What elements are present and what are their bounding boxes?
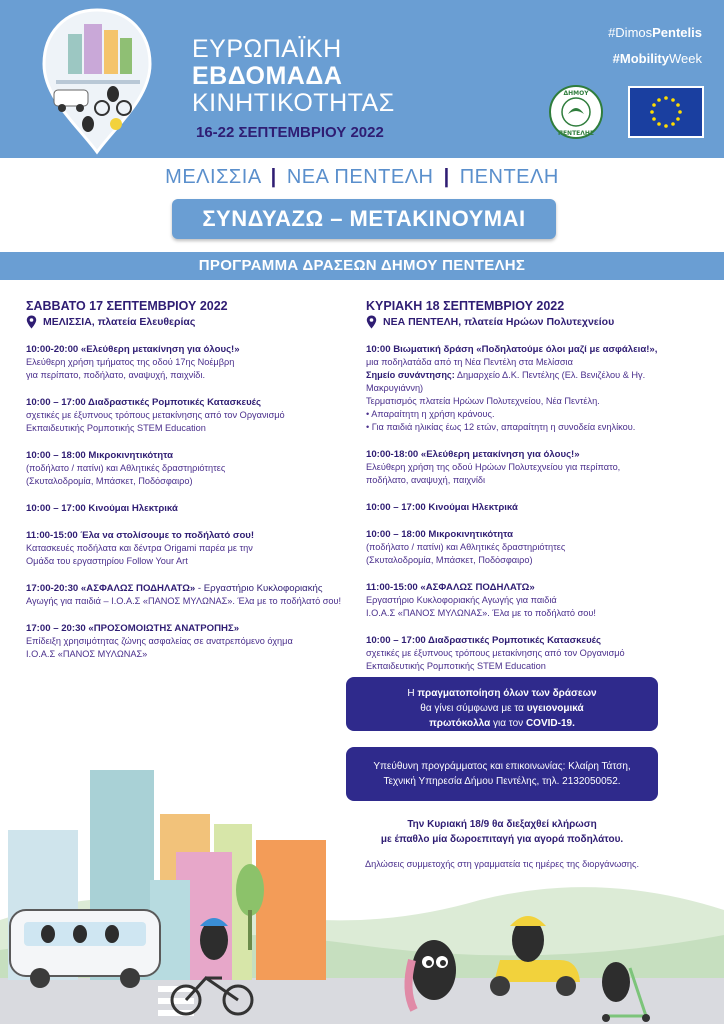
- sunday-schedule: [366, 298, 704, 673]
- hashtag-dimos-pentelis: #DimosPentelis: [608, 25, 702, 40]
- participation-note: Δηλώσεις συμμετοχής στη γραμματεία τις ημέρες της διοργάνωσης.: [364, 859, 640, 869]
- mobility-week-pin-logo: [38, 6, 156, 156]
- location-pin-icon: [26, 315, 37, 329]
- event-title: [192, 36, 395, 141]
- schedule-item: 10:00 – 18:00 Μικροκινητικότητα (ποδήλατο / πατίνι) και Αθλητικές δραστηριότητες (Σκυταλοδρομία, Μπάσκετ, Ποδόσφαιρο): [366, 529, 566, 565]
- location-separator: |: [443, 166, 450, 188]
- eu-flag-icon: [628, 86, 704, 138]
- hashtags: [608, 20, 702, 72]
- schedule-item: 10:00 Βιωματική δράση «Ποδηλατούμε όλοι μαζί με ασφάλεια!», μια ποδηλατάδα από τη Νέα Πεντέλη στα Μελίσσια Σημείο συνάντησης: Δημαρχείο Δ.Κ. Πεντέλης (Ελ. Βενιζέλου & Ηγ. Μακρυγιάννη) Τερματισμός πλατεία Ηρώων Πολυτεχνείου, Νέα Πεντέλη. • Απαραίτητη η χρήση κράνους. • Για παιδιά ηλικίας έως 12 ετών, απαραίτητη η συνοδεία ενηλίκου.: [366, 344, 658, 432]
- location-nea-penteli: ΝΕΑ ΠΕΝΤΕΛΗ: [286, 166, 434, 188]
- title-line-2: ΕΒΔΟΜΑΔΑ: [192, 62, 343, 90]
- lottery-announcement: Την Κυριακή 18/9 θα διεξαχθεί κλήρωση με έπαθλο μία δωροεπιταγή για αγορά ποδηλάτου.: [380, 819, 624, 845]
- location-penteli: ΠΕΝΤΕΛΗ: [459, 166, 559, 188]
- location-separator: |: [270, 166, 277, 188]
- svg-text:ΔΗΜΟΥ: ΔΗΜΟΥ: [563, 90, 589, 97]
- event-dates: 16-22 ΣΕΠΤΕΜΒΡΙΟΥ 2022: [196, 124, 384, 141]
- schedule-item: 17:00 – 20:30 «ΠΡΟΣΟΜΟΙΩΤΗΣ ΑΝΑΤΡΟΠΗΣ» Επίδειξη χρησιμότητας ζώνης ασφαλείας σε ανατρεπόμενο όχημα Ι.Ο.Α.Σ «ΠΑΝΟΣ ΜΥΛΩΝΑΣ»: [26, 623, 293, 659]
- title-line-1: ΕΥΡΩΠΑΪΚΗ: [192, 35, 342, 63]
- saturday-day-title: ΣΑΒΒΑΤΟ 17 ΣΕΠΤΕΜΒΡΙΟΥ 2022: [26, 299, 228, 313]
- location-pin-icon: [366, 315, 377, 329]
- schedule-item: 10:00 – 17:00 Κινούμαι Ηλεκτρικά: [366, 502, 518, 513]
- hashtag-mobility-week: #MobilityWeek: [612, 51, 702, 66]
- title-line-3: ΚΙΝΗΤΙΚΟΤΗΤΑΣ: [192, 89, 395, 117]
- contact-notice: Υπεύθυνη προγράμματος και επικοινωνίας: Κλαίρη Τάτση, Τεχνική Υπηρεσία Δήμου Πεντέλης, τηλ. 2132050052.: [346, 747, 658, 801]
- saturday-schedule: [26, 298, 346, 661]
- schedule-item: 17:00-20:30 «ΑΣΦΑΛΩΣ ΠΟΔΗΛΑΤΩ» - Εργαστήριο Κυκλοφοριακής Αγωγής για παιδιά – Ι.Ο.Α.Σ «ΠΑΝΟΣ ΜΥΛΩΝΑΣ». Έλα με το ποδήλατό σου!: [26, 583, 342, 606]
- header-banner: [0, 0, 724, 158]
- saturday-place: ΜΕΛΙΣΣΙΑ, πλατεία Ελευθερίας: [26, 315, 346, 329]
- sunday-day-title: ΚΥΡΙΑΚΗ 18 ΣΕΠΤΕΜΒΡΙΟΥ 2022: [366, 299, 565, 313]
- schedule-item: 10:00-20:00 «Ελεύθερη μετακίνηση για όλους!» Ελεύθερη χρήση τμήματος της οδού 17ης Νοέμβρη για περίπατο, ποδήλατο, αναψυχή, παιχνίδι.: [26, 344, 240, 380]
- theme-banner: ΣΥΝΔΥΑΖΩ – ΜΕΤΑΚΙΝΟΥΜΑΙ: [172, 199, 556, 239]
- schedule-item: 10:00 – 17:00 Διαδραστικές Ρομποτικές Κατασκευές σχετικές με έξυπνους τρόπους μετακίνησης από τον Οργανισμό Εκπαιδευτικής Ρομποτικής STEM Education: [26, 397, 285, 433]
- schedule-item: 10:00 – 17:00 Διαδραστικές Ρομποτικές Κατασκευές σχετικές με έξυπνους τρόπους μετακίνησης από τον Οργανισμό Εκπαιδευτικής Ρομποτικής STEM Education: [366, 635, 625, 671]
- location-melissia: ΜΕΛΙΣΣΙΑ: [165, 166, 261, 188]
- schedule-item: 10:00-18:00 «Ελεύθερη μετακίνηση για όλους!» Ελεύθερη χρήση της οδού Ηρώων Πολυτεχνείου για περίπατο, ποδήλατο, αναψυχή, παιχνίδι: [366, 449, 621, 485]
- covid-notice: Η πραγματοποίηση όλων των δράσεων θα γίνει σύμφωνα με τα υγειονομικά πρωτόκολλα για τον COVID-19.: [346, 677, 658, 731]
- schedule-item: 10:00 – 18:00 Μικροκινητικότητα (ποδήλατο / πατίνι) και Αθλητικές δραστηριότητες (Σκυταλοδρομία, Μπάσκετ, Ποδόσφαιρο): [26, 450, 226, 486]
- sunday-place: ΝΕΑ ΠΕΝΤΕΛΗ, πλατεία Ηρώων Πολυτεχνείου: [366, 315, 704, 329]
- schedule-item: 11:00-15:00 Έλα να στολίσουμε το ποδήλατό σου! Κατασκευές ποδήλατα και δέντρα Origami παρέα με την Ομάδα του εργαστηρίου Follow Your Art: [26, 530, 255, 566]
- locations-list: [0, 166, 724, 189]
- program-title: ΠΡΟΓΡΑΜΜΑ ΔΡΑΣΕΩΝ ΔΗΜΟΥ ΠΕΝΤΕΛΗΣ: [0, 252, 724, 280]
- svg-text:ΠΕΝΤΕΛΗΣ: ΠΕΝΤΕΛΗΣ: [557, 130, 595, 137]
- schedule-item: 11:00-15:00 «ΑΣΦΑΛΩΣ ΠΟΔΗΛΑΤΩ» Εργαστήριο Κυκλοφοριακής Αγωγής για παιδιά Ι.Ο.Α.Σ «ΠΑΝΟΣ ΜΥΛΩΝΑΣ». Έλα με το ποδήλατό σου!: [366, 582, 596, 618]
- schedule-item: 10:00 – 17:00 Κινούμαι Ηλεκτρικά: [26, 503, 178, 514]
- municipality-seal-logo: [548, 84, 604, 140]
